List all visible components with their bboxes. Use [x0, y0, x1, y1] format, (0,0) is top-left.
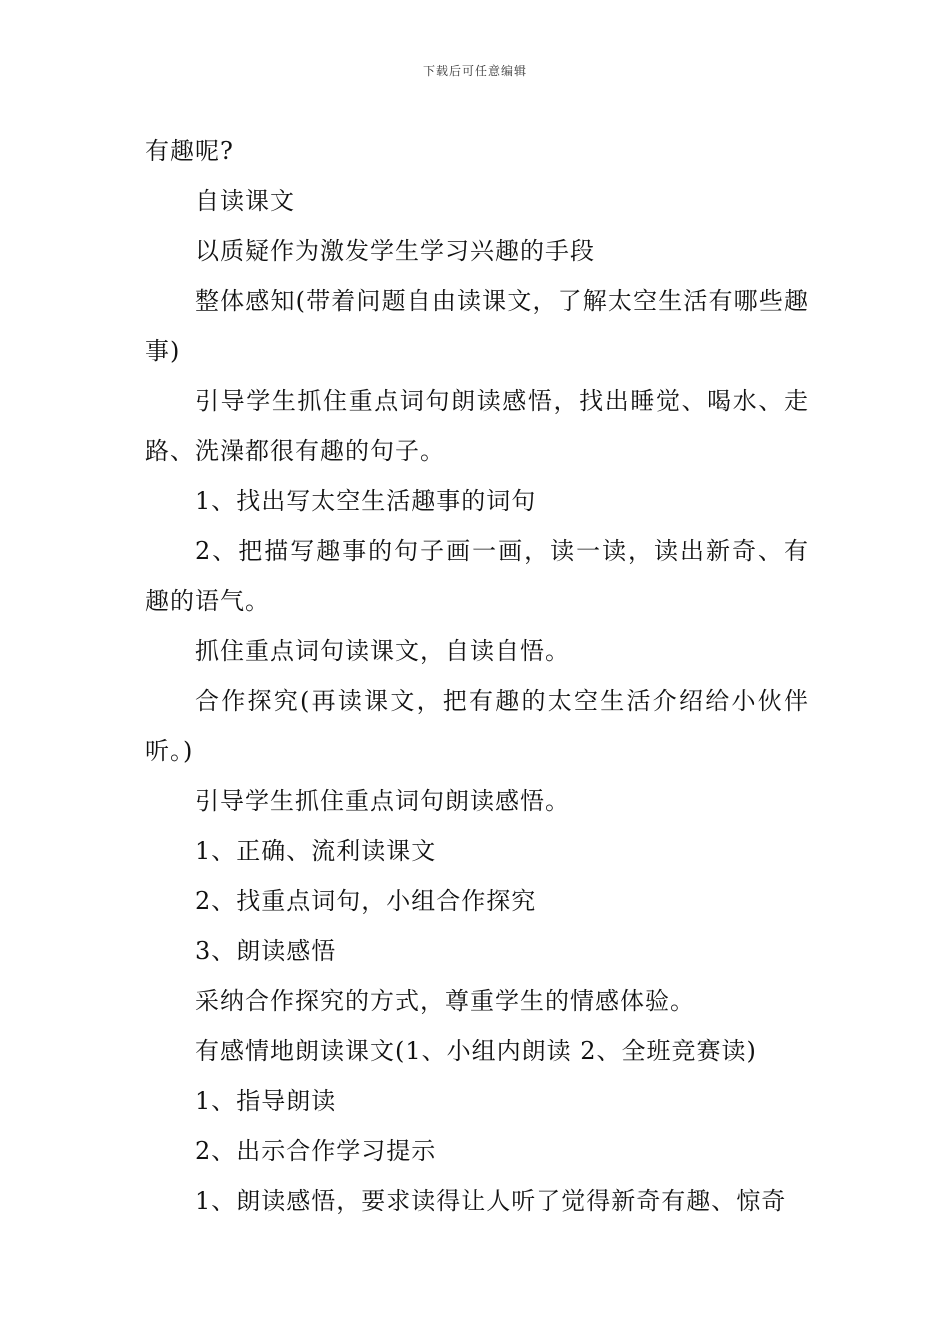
paragraph-13: 3、朗读感悟: [195, 937, 337, 965]
paragraph-8: 抓住重点词句读课文，自读自悟。: [195, 637, 570, 665]
paragraph-1: 有趣呢?: [145, 137, 234, 165]
paragraph-7: 2、把描写趣事的句子画一画，读一读，读出新奇、有趣的语气。: [145, 537, 809, 615]
paragraph-12: 2、找重点词句，小组合作探究: [195, 887, 537, 915]
page-header: 下载后可任意编辑: [422, 64, 527, 78]
paragraph-17: 2、出示合作学习提示: [195, 1137, 437, 1165]
document-body: [145, 126, 809, 1226]
paragraph-16: 1、指导朗读: [195, 1087, 337, 1115]
paragraph-3: 以质疑作为激发学生学习兴趣的手段: [195, 237, 595, 265]
paragraph-2: 自读课文: [195, 187, 295, 215]
paragraph-18: 1、朗读感悟，要求读得让人听了觉得新奇有趣、惊奇: [195, 1187, 787, 1215]
paragraph-4: 整体感知(带着问题自由读课文，了解太空生活有哪些趣事): [145, 287, 809, 365]
paragraph-9: 合作探究(再读课文，把有趣的太空生活介绍给小伙伴听。): [145, 687, 809, 765]
paragraph-10: 引导学生抓住重点词句朗读感悟。: [195, 787, 570, 815]
paragraph-6: 1、找出写太空生活趣事的词句: [195, 487, 537, 515]
paragraph-11: 1、正确、流利读课文: [195, 837, 437, 865]
paragraph-5: 引导学生抓住重点词句朗读感悟，找出睡觉、喝水、走路、洗澡都很有趣的句子。: [145, 387, 809, 465]
paragraph-14: 采纳合作探究的方式，尊重学生的情感体验。: [195, 987, 695, 1015]
paragraph-15: 有感情地朗读课文(1、小组内朗读 2、全班竞赛读): [195, 1037, 757, 1065]
